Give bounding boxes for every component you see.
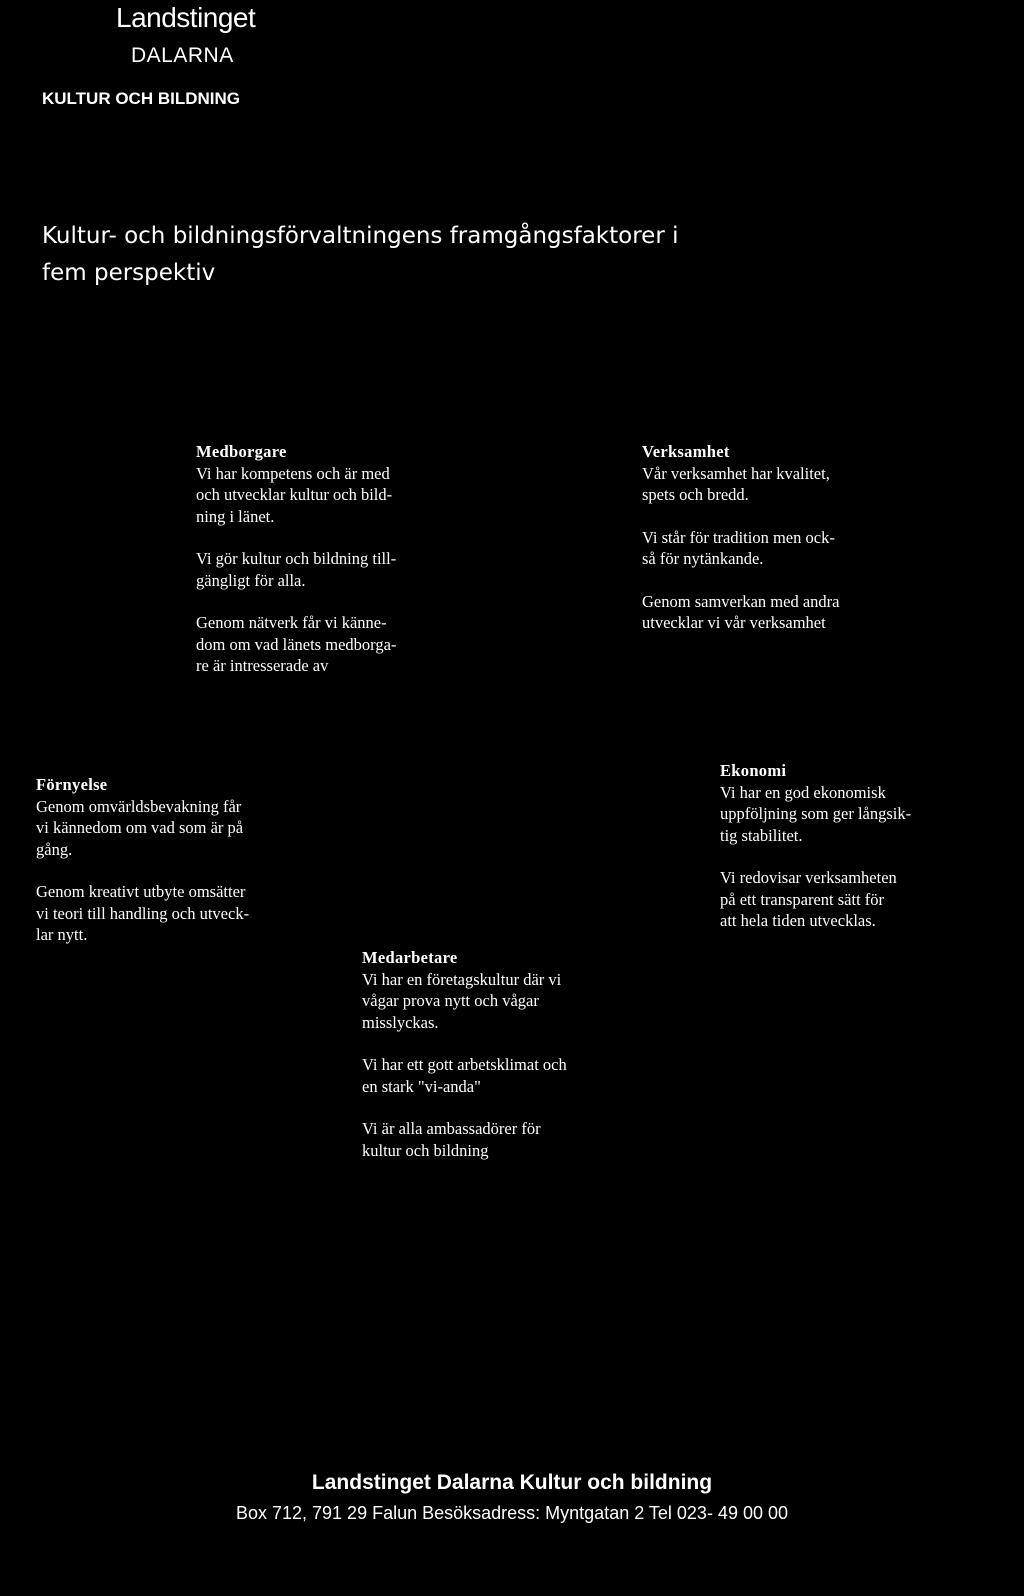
perspective-heading: Förnyelse [36,775,108,794]
department-label: KULTUR OCH BILDNING [42,89,240,108]
perspective-medarbetare [362,947,662,1161]
perspective-paragraph: Vi står för tradition men ock- så för nytänkande. [642,527,835,568]
perspective-paragraph: Vi redovisar verksamheten på ett transparent sätt för att hela tiden utvecklas. [720,868,897,930]
perspective-paragraph: Vi har en företagskultur där vi vågar prova nytt och vågar misslyckas. [362,969,562,1032]
footer-title: Landstinget Dalarna Kultur och bildning [311,1471,713,1494]
page-title-line-1: Kultur- och bildningsförvaltningens framgångsfaktorer i [42,223,679,249]
perspective-paragraph: Vi har ett gott arbetsklimat och en stark "vi-anda" [362,1055,567,1096]
page-title [42,218,842,292]
logo-region: DALARNA [131,44,234,67]
perspective-fornyelse [36,774,336,946]
perspective-paragraph: Vår verksamhet har kvalitet, spets och bredd. [642,463,830,504]
perspective-paragraph: Genom kreativt utbyte omsätter vi teori till handling och utveck- lar nytt. [36,882,250,944]
perspective-heading: Medborgare [196,442,287,461]
perspective-paragraph: Vi har kompetens och är med och utvecklar kultur och bild- ning i länet. [196,463,393,526]
perspective-paragraph: Vi har en god ekonomisk uppföljning som ger långsik- tig stabilitet. [720,782,912,845]
perspective-verksamhet [642,441,942,634]
perspective-ekonomi [720,760,1010,932]
perspective-paragraph: Genom nätverk får vi känne- dom om vad länets medborga- re är intresserade av [196,613,397,675]
perspective-heading: Verksamhet [642,442,730,461]
perspective-heading: Medarbetare [362,948,458,967]
logo-name: Landstinget [116,2,256,33]
perspective-medborgare [196,441,496,677]
footer-address: Box 712, 791 29 Falun Besöksadress: Myntgatan 2 Tel 023- 49 00 00 [235,1503,789,1523]
perspective-paragraph: Genom omvärldsbevakning får vi kännedom om vad som är på gång. [36,796,244,859]
perspective-paragraph: Vi gör kultur och bildning till- gängligt för alla. [196,549,397,590]
page-title-line-2: fem perspektiv [42,260,216,286]
perspective-heading: Ekonomi [720,761,787,780]
perspective-paragraph: Vi är alla ambassadörer för kultur och bildning [362,1119,541,1160]
perspective-paragraph: Genom samverkan med andra utvecklar vi vår verksamhet [642,591,840,632]
